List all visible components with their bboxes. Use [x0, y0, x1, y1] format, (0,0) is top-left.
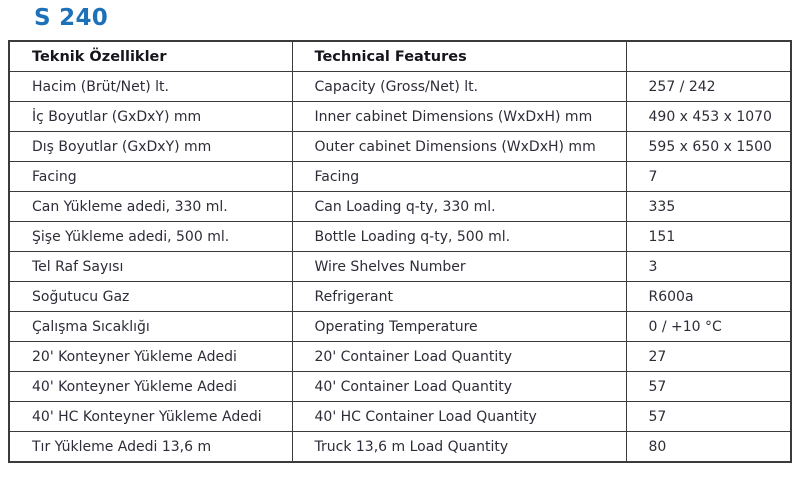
spec-cell-value: 27: [626, 342, 791, 372]
spec-cell-en: Outer cabinet Dimensions (WxDxH) mm: [292, 132, 626, 162]
spec-cell-tr: Şişe Yükleme adedi, 500 ml.: [9, 222, 292, 252]
table-row: [9, 192, 791, 222]
spec-cell-tr: Çalışma Sıcaklığı: [9, 312, 292, 342]
table-row: [9, 222, 791, 252]
table-row: [9, 432, 791, 463]
spec-cell-tr: Dış Boyutlar (GxDxY) mm: [9, 132, 292, 162]
table-row: [9, 402, 791, 432]
page-title: S 240: [34, 5, 109, 31]
header-row: [9, 41, 791, 72]
spec-cell-en: 20' Container Load Quantity: [292, 342, 626, 372]
spec-cell-value: 335: [626, 192, 791, 222]
spec-cell-value: 57: [626, 402, 791, 432]
spec-cell-tr: 40' Konteyner Yükleme Adedi: [9, 372, 292, 402]
spec-cell-tr: İç Boyutlar (GxDxY) mm: [9, 102, 292, 132]
table-row: [9, 342, 791, 372]
table-row: [9, 252, 791, 282]
spec-cell-value: 490 x 453 x 1070: [626, 102, 791, 132]
spec-cell-tr: 40' HC Konteyner Yükleme Adedi: [9, 402, 292, 432]
table-row: [9, 72, 791, 102]
spec-cell-tr: Can Yükleme adedi, 330 ml.: [9, 192, 292, 222]
spec-cell-en: Bottle Loading q-ty, 500 ml.: [292, 222, 626, 252]
spec-cell-value: 57: [626, 372, 791, 402]
table-row: [9, 282, 791, 312]
spec-cell-tr: Facing: [9, 162, 292, 192]
spec-cell-tr: 20' Konteyner Yükleme Adedi: [9, 342, 292, 372]
spec-cell-tr: Soğutucu Gaz: [9, 282, 292, 312]
spec-cell-en: Truck 13,6 m Load Quantity: [292, 432, 626, 463]
spec-cell-value: 80: [626, 432, 791, 463]
spec-cell-value: 0 / +10 °C: [626, 312, 791, 342]
spec-cell-tr: Tel Raf Sayısı: [9, 252, 292, 282]
spec-cell-tr: Tır Yükleme Adedi 13,6 m: [9, 432, 292, 463]
spec-cell-en: Facing: [292, 162, 626, 192]
spec-cell-en: 40' HC Container Load Quantity: [292, 402, 626, 432]
spec-cell-en: Refrigerant: [292, 282, 626, 312]
spec-cell-value: 257 / 242: [626, 72, 791, 102]
spec-cell-en: Capacity (Gross/Net) lt.: [292, 72, 626, 102]
header-turkish: Teknik Özellikler: [9, 41, 292, 72]
spec-cell-en: Inner cabinet Dimensions (WxDxH) mm: [292, 102, 626, 132]
header-english: Technical Features: [292, 41, 626, 72]
spec-cell-en: Wire Shelves Number: [292, 252, 626, 282]
table-row: [9, 372, 791, 402]
spec-cell-en: Can Loading q-ty, 330 ml.: [292, 192, 626, 222]
spec-cell-value: 3: [626, 252, 791, 282]
spec-cell-value: R600a: [626, 282, 791, 312]
table-row: [9, 132, 791, 162]
spec-cell-value: 595 x 650 x 1500: [626, 132, 791, 162]
header-value: [626, 41, 791, 72]
table-row: [9, 102, 791, 132]
spec-cell-en: 40' Container Load Quantity: [292, 372, 626, 402]
table-row: [9, 162, 791, 192]
spec-cell-tr: Hacim (Brüt/Net) lt.: [9, 72, 292, 102]
spec-cell-value: 7: [626, 162, 791, 192]
spec-cell-en: Operating Temperature: [292, 312, 626, 342]
spec-table: [8, 40, 792, 463]
table-row: [9, 312, 791, 342]
spec-cell-value: 151: [626, 222, 791, 252]
